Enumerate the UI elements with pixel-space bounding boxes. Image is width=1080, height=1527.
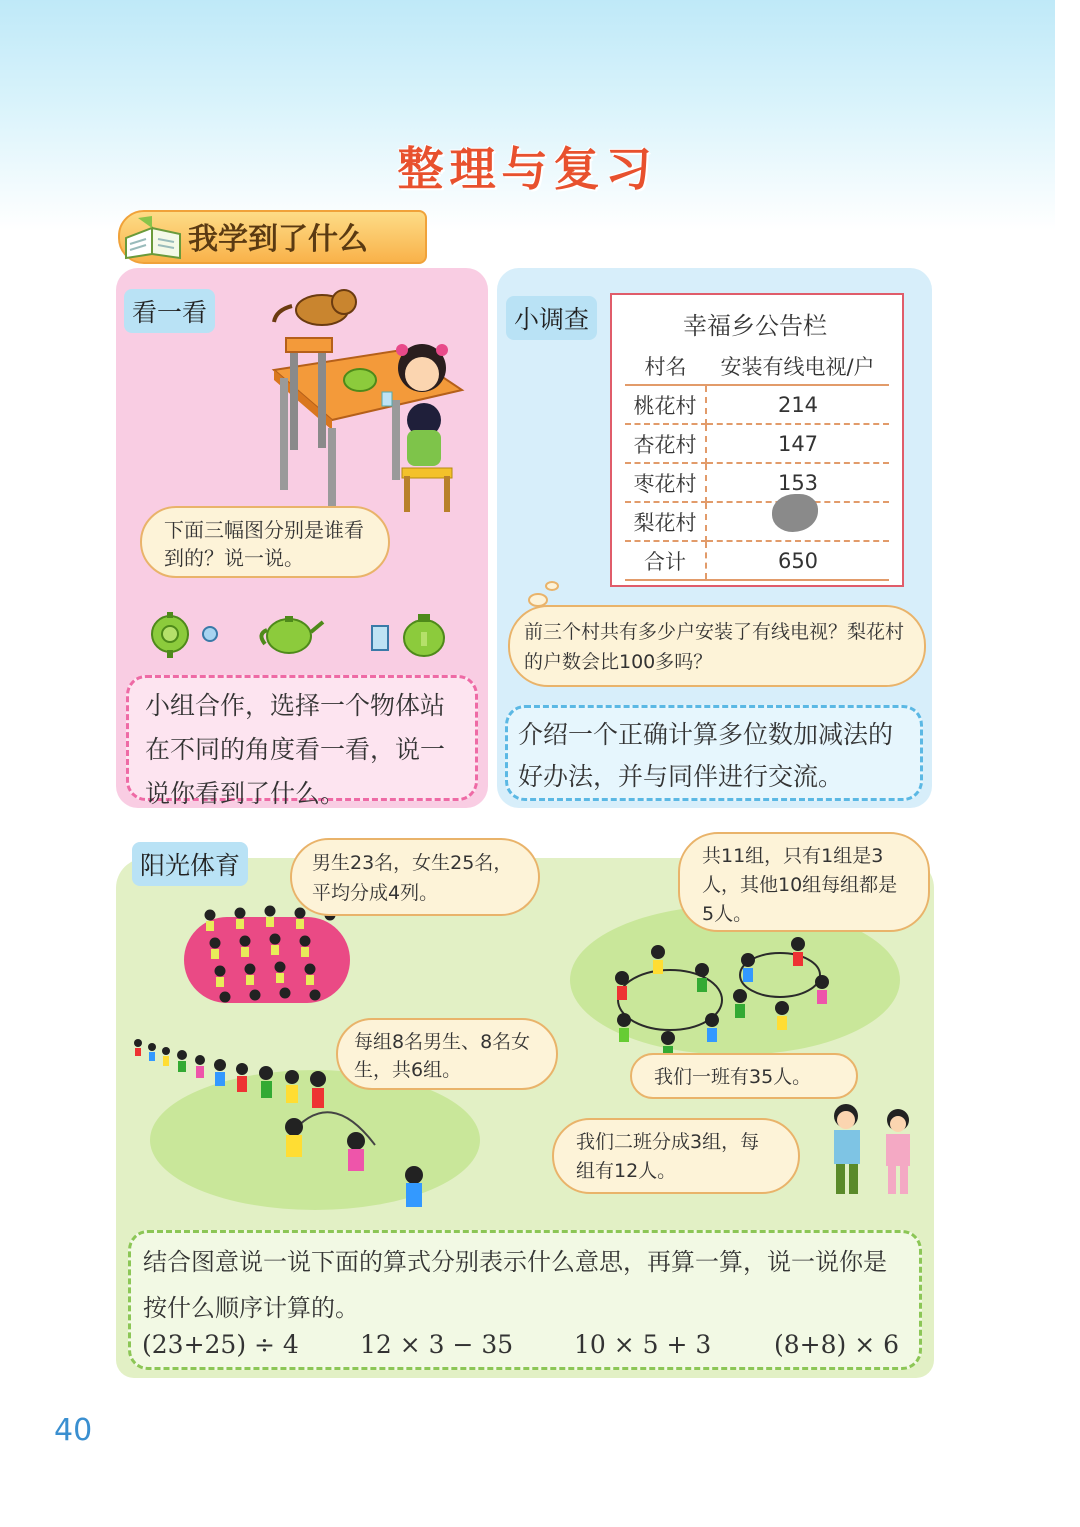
table-cell: 合计 — [625, 541, 706, 580]
sports-bubble-text: 每组8名男生、8名女生，共6组。 — [354, 1031, 531, 1081]
table-cell: 147 — [706, 424, 889, 463]
table-row — [625, 541, 889, 580]
look-task-box — [126, 675, 478, 808]
sports-bubble-boys-girls — [290, 838, 540, 916]
sports-task-text: 结合图意说一说下面的算式分别表示什么意思，再算一算，说一说你是按什么顺序计算的。 — [143, 1248, 887, 1322]
book-icon — [122, 208, 184, 264]
look-task-text: 小组合作，选择一个物体站在不同的角度看一看，说一说你看到了什么。 — [145, 691, 446, 808]
sports-bubble-class-one — [630, 1053, 858, 1099]
look-question-text: 下面三幅图分别是谁看到的？说一说。 — [164, 518, 364, 570]
page-title: 整理与复习 — [397, 142, 658, 196]
teapot-view-front-icon — [255, 608, 325, 662]
table-cell: 214 — [706, 385, 889, 424]
look-tag: 看一看 — [124, 289, 215, 333]
table-row — [625, 463, 889, 502]
sports-bubble-class-two — [552, 1118, 800, 1194]
table-cell: 桃花村 — [625, 385, 706, 424]
expression: (8+8) × 6 — [774, 1330, 900, 1359]
survey-table — [625, 347, 889, 581]
sports-bubble-text: 男生23名，女生25名，平均分成4列。 — [312, 852, 513, 904]
table-cell: 杏花村 — [625, 424, 706, 463]
sports-tag: 阳光体育 — [132, 842, 248, 886]
table-row — [625, 424, 889, 463]
table-cell: 梨花村 — [625, 502, 706, 541]
look-question-bubble — [140, 506, 390, 578]
table-cell: 650 — [706, 541, 889, 580]
table-cell: 153 — [706, 463, 889, 502]
sports-bubble-groups — [678, 832, 930, 932]
table-header-cell: 安装有线电视/户 — [706, 347, 889, 385]
sports-bubble-six-groups — [336, 1018, 558, 1090]
notice-board-title: 幸福乡公告栏 — [683, 312, 827, 340]
teapot-view-top-icon — [148, 610, 228, 664]
page-number: 40 — [54, 1413, 93, 1448]
teacher-and-girl-illustration — [818, 1100, 928, 1204]
sports-bubble-text: 共11组，只有1组是3人，其他10组每组都是5人。 — [702, 845, 898, 925]
table-row — [625, 502, 889, 541]
survey-tag: 小调查 — [506, 296, 597, 340]
survey-task-box — [505, 705, 923, 801]
children-circles-illustration — [600, 930, 840, 1064]
expression: 12 × 3 − 35 — [360, 1330, 514, 1359]
expression: (23+25) ÷ 4 — [142, 1330, 299, 1359]
survey-question-text: 前三个村共有多少户安装了有线电视？梨花村的户数会比100多吗？ — [524, 621, 905, 673]
expression: 10 × 5 + 3 — [574, 1330, 712, 1359]
teapot-view-side-icon — [368, 606, 448, 664]
table-header-cell: 村名 — [625, 347, 706, 385]
survey-question-bubble — [508, 605, 926, 687]
table-row — [625, 385, 889, 424]
table-cell: 枣花村 — [625, 463, 706, 502]
table-children-illustration — [262, 280, 472, 524]
survey-task-text: 介绍一个正确计算多位数加减法的好办法，并与同伴进行交流。 — [518, 720, 894, 791]
sports-bubble-text: 我们一班有35人。 — [654, 1066, 812, 1088]
sports-bubble-text: 我们二班分成3组，每组有12人。 — [576, 1131, 760, 1182]
table-header-row — [625, 347, 889, 385]
section-heading: 我学到了什么 — [188, 222, 368, 257]
